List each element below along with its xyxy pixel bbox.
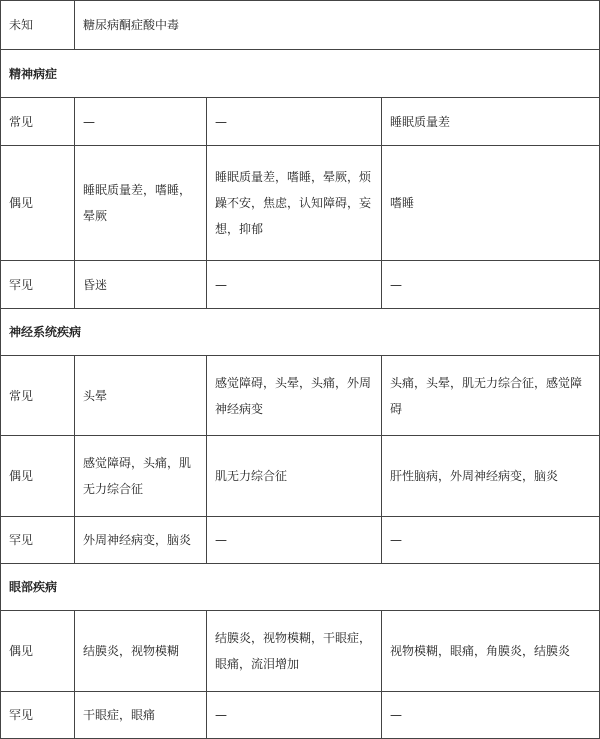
table-row [1, 517, 600, 564]
frequency-label: 偶见 [1, 436, 75, 517]
section-title-eye-disorders: 眼部疾病 [1, 564, 600, 611]
table-row [1, 261, 600, 309]
frequency-label: 常见 [1, 98, 75, 146]
table-cell: — [382, 692, 600, 739]
table-cell: 糖尿病酮症酸中毒 [75, 1, 600, 50]
table-cell: 睡眠质量差，嗜睡，晕厥 [75, 146, 207, 261]
table-row [1, 98, 600, 146]
frequency-label: 偶见 [1, 611, 75, 692]
section-title-nervous-system: 神经系统疾病 [1, 309, 600, 356]
table-cell: 结膜炎，视物模糊 [75, 611, 207, 692]
frequency-label: 罕见 [1, 517, 75, 564]
table-cell: — [207, 98, 382, 146]
section-row [1, 50, 600, 98]
table-cell: 干眼症，眼痛 [75, 692, 207, 739]
table-row [1, 692, 600, 739]
table-cell: 嗜睡 [382, 146, 600, 261]
table-cell: 头痛，头晕，肌无力综合征，感觉障碍 [382, 356, 600, 436]
table-cell: — [382, 261, 600, 309]
table-cell: 睡眠质量差，嗜睡，晕厥，烦躁不安，焦虑，认知障碍，妄想，抑郁 [207, 146, 382, 261]
table-cell: — [382, 517, 600, 564]
section-row [1, 309, 600, 356]
section-title-psychiatric: 精神病症 [1, 50, 600, 98]
table-cell: 睡眠质量差 [382, 98, 600, 146]
table-cell: — [207, 692, 382, 739]
table-row [1, 1, 600, 50]
frequency-label: 偶见 [1, 146, 75, 261]
frequency-label: 未知 [1, 1, 75, 50]
table-row [1, 356, 600, 436]
frequency-label: 罕见 [1, 692, 75, 739]
table-row [1, 436, 600, 517]
table-cell: 肝性脑病，外周神经病变，脑炎 [382, 436, 600, 517]
frequency-label: 罕见 [1, 261, 75, 309]
table-cell: 昏迷 [75, 261, 207, 309]
table-cell: — [207, 517, 382, 564]
table-cell: 感觉障碍，头痛，肌无力综合征 [75, 436, 207, 517]
table-row [1, 611, 600, 692]
table-row [1, 146, 600, 261]
section-row [1, 564, 600, 611]
table-cell: — [207, 261, 382, 309]
table-cell: 结膜炎，视物模糊，干眼症，眼痛，流泪增加 [207, 611, 382, 692]
table-cell: 肌无力综合征 [207, 436, 382, 517]
table-cell: 头晕 [75, 356, 207, 436]
table-cell: 感觉障碍，头晕，头痛，外周神经病变 [207, 356, 382, 436]
table-cell: — [75, 98, 207, 146]
table-cell: 视物模糊，眼痛，角膜炎，结膜炎 [382, 611, 600, 692]
table-cell: 外周神经病变，脑炎 [75, 517, 207, 564]
frequency-label: 常见 [1, 356, 75, 436]
